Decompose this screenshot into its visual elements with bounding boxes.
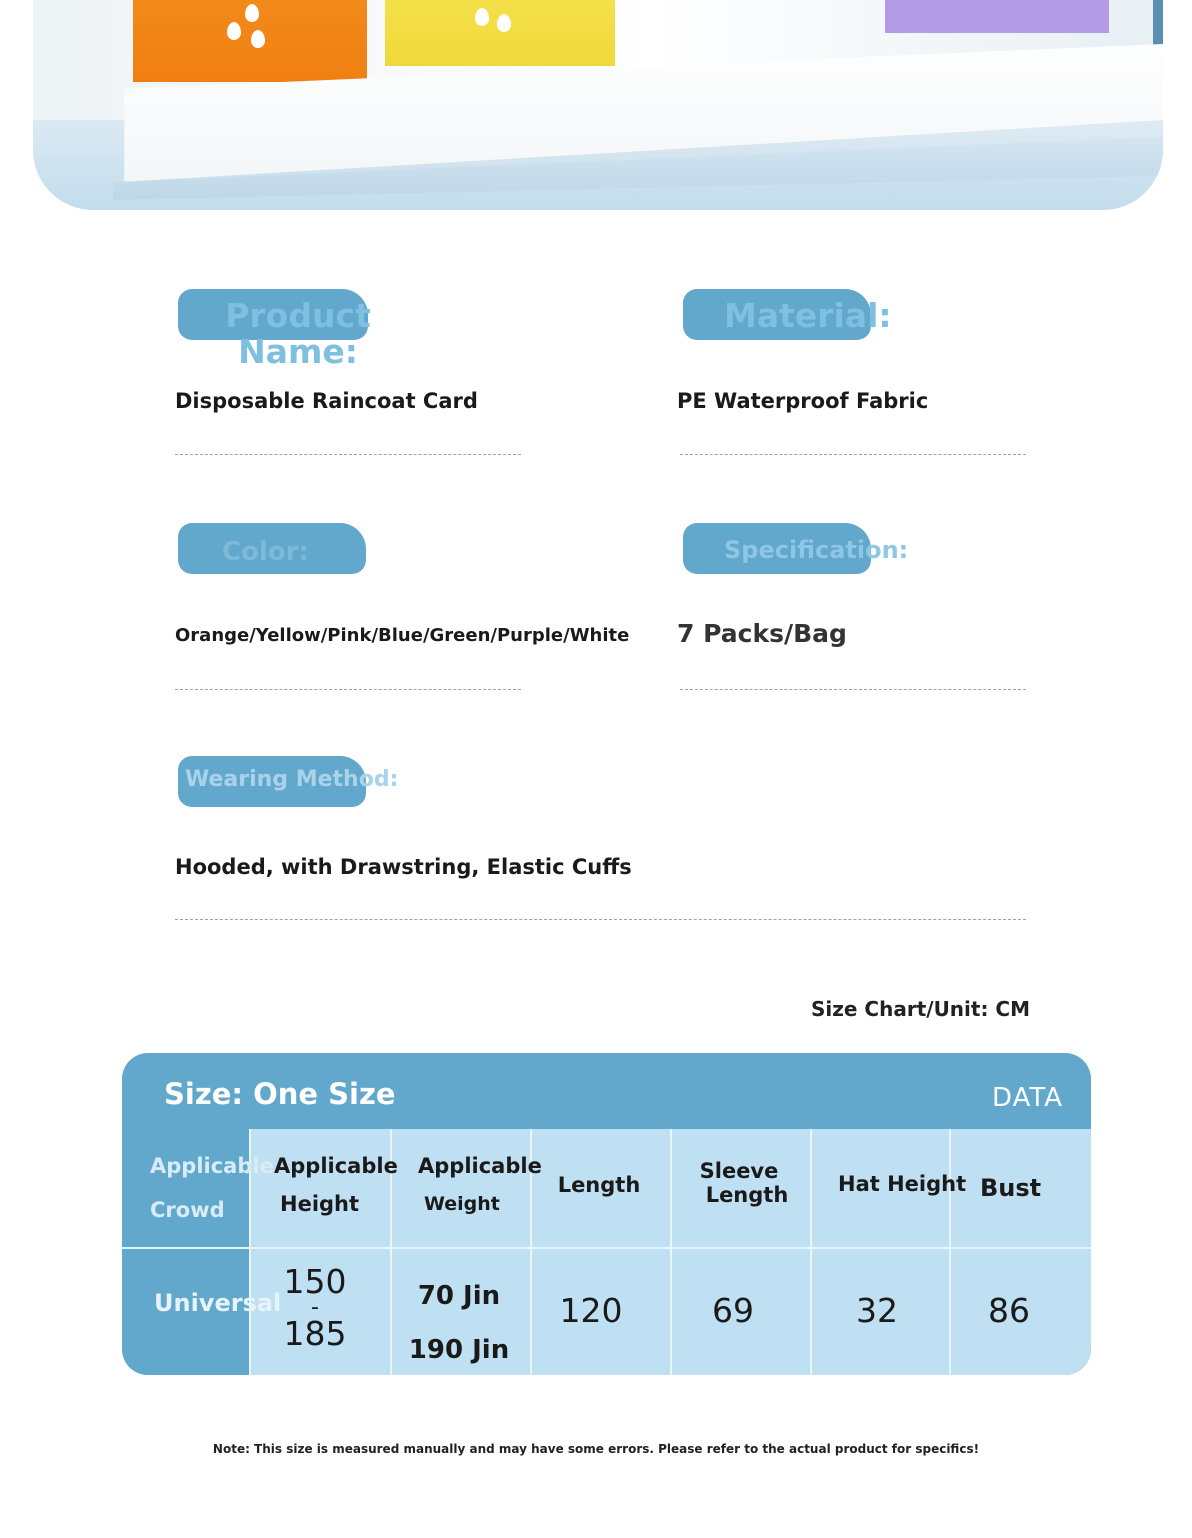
header-length: Length — [557, 1173, 641, 1197]
divider — [175, 919, 1026, 920]
header-hat: Hat Height — [838, 1172, 967, 1196]
value-weight-min: 70 Jin — [417, 1281, 501, 1311]
purple-raincoat-card — [885, 0, 1109, 33]
wearing-method-value: Hooded, with Drawstring, Elastic Cuffs — [175, 855, 632, 879]
header-height-line2: Height — [280, 1192, 360, 1216]
product-banner-image — [33, 0, 1163, 210]
value-weight-max: 190 Jin — [408, 1335, 510, 1365]
specification-label: Specification: — [724, 536, 909, 564]
header-height-line1: Applicable — [274, 1154, 398, 1178]
size-title: Size: One Size — [164, 1077, 396, 1111]
value-height-max: 185 — [283, 1314, 347, 1353]
header-weight-line1: Applicable — [418, 1154, 542, 1178]
raindrop-icon — [251, 30, 265, 48]
wearing-method-label: Wearing Method: — [185, 767, 399, 792]
header-crowd-line1: Applicable — [150, 1154, 274, 1178]
raindrop-icon — [497, 14, 511, 32]
material-value: PE Waterproof Fabric — [677, 389, 929, 413]
header-weight-line2: Weight — [424, 1193, 500, 1215]
value-hat: 32 — [856, 1291, 898, 1330]
color-value: Orange/Yellow/Pink/Blue/Green/Purple/White — [175, 625, 630, 646]
header-sleeve-line2: Length — [705, 1183, 789, 1207]
value-sleeve: 69 — [712, 1291, 754, 1330]
divider — [175, 689, 521, 690]
header-sleeve-line1: Sleeve — [699, 1159, 779, 1183]
data-tag: DATA — [992, 1083, 1063, 1113]
size-chart-grid — [122, 1129, 1091, 1375]
color-label: Color: — [222, 537, 309, 567]
value-crowd: Universal — [154, 1289, 282, 1317]
specification-value: 7 Packs/Bag — [677, 619, 847, 648]
header-crowd-line2: Crowd — [150, 1198, 225, 1222]
header-crowd — [150, 1147, 274, 1229]
size-chart-table — [122, 1053, 1091, 1375]
yellow-raincoat-card — [385, 0, 615, 66]
size-chart-header — [122, 1053, 1091, 1129]
value-height — [249, 1262, 381, 1353]
column-bust — [949, 1129, 1091, 1375]
raindrop-icon — [475, 8, 489, 26]
value-bust: 86 — [988, 1291, 1030, 1330]
divider — [175, 454, 521, 455]
orange-raincoat-card — [133, 0, 367, 82]
header-height — [274, 1147, 409, 1223]
product-name-label: Product Name: — [225, 296, 371, 371]
value-length: 120 — [559, 1291, 623, 1330]
value-weight — [390, 1269, 528, 1375]
material-label: Material: — [724, 296, 892, 335]
product-name-value: Disposable Raincoat Card — [175, 389, 478, 413]
raindrop-icon — [227, 22, 241, 40]
measurement-note: Note: This size is measured manually and may have some errors. Please refer to the actual product for specifics! — [212, 1442, 980, 1456]
header-sleeve — [670, 1159, 808, 1207]
raindrop-icon — [245, 4, 259, 22]
value-height-sep: - — [311, 1295, 319, 1320]
row-divider — [122, 1247, 1091, 1249]
size-chart-caption: Size Chart/Unit: CM — [811, 997, 1031, 1021]
divider — [680, 454, 1026, 455]
divider — [680, 689, 1026, 690]
value-height-min: 150 — [283, 1262, 347, 1301]
header-bust: Bust — [980, 1174, 1042, 1202]
